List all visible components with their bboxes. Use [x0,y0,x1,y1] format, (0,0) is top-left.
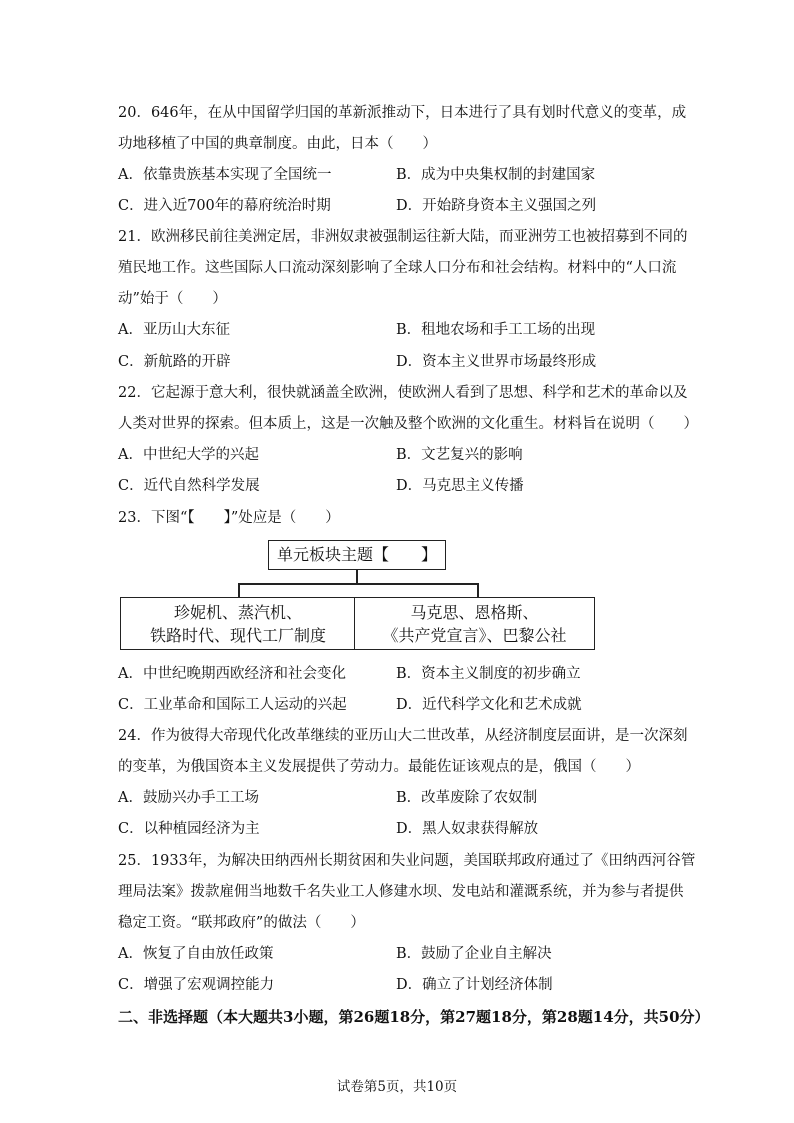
q25-option-d[interactable]: D．确立了计划经济体制 [396,977,553,993]
q21-stem-line1: 21．欧洲移民前往美洲定居，非洲奴隶被强制运往新大陆，而亚洲劳工也被招募到不同的 [118,229,688,245]
q21-option-b[interactable]: B．租地农场和手工工场的出现 [396,322,596,338]
q20-option-d[interactable]: D．开始跻身资本主义强国之列 [396,198,597,214]
diagram-left-box [120,597,356,650]
q22-stem-line2: 人类对世界的探索。但本质上，这是一次触及整个欧洲的文化重生。材料旨在说明（ ） [118,416,698,432]
q25-stem-line1: 25．1933年，为解决田纳西州长期贫困和失业问题，美国联邦政府通过了《田纳西河谷管 [118,853,696,869]
q23-stem-line1: 23．下图“【 】”处应是（ ） [118,510,340,526]
q24-option-d[interactable]: D．黑人奴隶获得解放 [396,821,539,837]
diagram-right-line1: 马克思、恩格斯、 [410,603,539,622]
q25-stem-line2: 理局法案》拨款雇佣当地数千名失业工人修建水坝、发电站和灌溉系统，并为参与者提供 [118,884,684,900]
q24-option-c[interactable]: C．以种植园经济为主 [118,821,260,837]
diagram-top-box: 单元板块主题【 】 [268,540,446,570]
q22-stem-line1: 22．它起源于意大利，很快就涵盖全欧洲，使欧洲人看到了思想、科学和艺术的革命以及 [118,385,688,401]
q24-option-b[interactable]: B．改革废除了农奴制 [396,790,538,806]
diagram-connector-right [477,583,479,597]
q21-stem-line3: 动”始于（ ） [118,291,227,307]
q20-stem-line1: 20．646年，在从中国留学归国的革新派推动下，日本进行了具有划时代意义的变革，成 [118,105,687,121]
q21-stem-line2: 殖民地工作。这些国际人口流动深刻影响了全球人口分布和社会结构。材料中的“人口流 [118,260,677,276]
q23-diagram [120,540,596,652]
q23-option-c[interactable]: C．工业革命和国际工人运动的兴起 [118,697,347,713]
page-footer: 试卷第5页，共10页 [336,1079,458,1095]
q25-option-b[interactable]: B．鼓励了企业自主解决 [396,946,552,962]
diagram-left-line2: 铁路时代、现代工厂制度 [149,626,326,645]
q23-option-a[interactable]: A．中世纪晚期西欧经济和社会变化 [118,666,346,682]
q24-stem-line1: 24．作为彼得大帝现代化改革继续的亚历山大二世改革，从经济制度层面讲，是一次深刻 [118,728,688,744]
diagram-right-line2: 《共产党宣言》、巴黎公社 [382,626,567,645]
q20-stem-line2: 功地移植了中国的典章制度。由此，日本（ ） [118,136,437,152]
q21-option-d[interactable]: D．资本主义世界市场最终形成 [396,354,597,370]
q21-option-c[interactable]: C．新航路的开辟 [118,354,231,370]
diagram-right-box [354,597,595,650]
diagram-connector-vertical [356,570,358,584]
q25-stem-line3: 稳定工资。“联邦政府”的做法（ ） [118,915,365,931]
q24-option-a[interactable]: A．鼓励兴办手工工场 [118,790,259,806]
section-title: 二、非选择题（本大题共3小题，第26题18分，第27题18分，第28题14分，共50分） [118,1008,710,1026]
diagram-connector-horizontal [238,583,478,585]
diagram-left-line1: 珍妮机、蒸汽机、 [173,603,302,622]
q25-option-a[interactable]: A．恢复了自由放任政策 [118,946,274,962]
q22-option-c[interactable]: C．近代自然科学发展 [118,478,260,494]
q25-option-c[interactable]: C．增强了宏观调控能力 [118,977,275,993]
q20-option-c[interactable]: C．进入近700年的幕府统治时期 [118,198,331,214]
q20-option-b[interactable]: B．成为中央集权制的封建国家 [396,167,596,183]
diagram-connector-left [238,583,240,597]
q22-option-d[interactable]: D．马克思主义传播 [396,478,524,494]
q23-option-d[interactable]: D．近代科学文化和艺术成就 [396,697,582,713]
q23-option-b[interactable]: B．资本主义制度的初步确立 [396,666,581,682]
q21-option-a[interactable]: A．亚历山大东征 [118,322,230,338]
q24-stem-line2: 的变革，为俄国资本主义发展提供了劳动力。最能佐证该观点的是，俄国（ ） [118,759,640,775]
q22-option-b[interactable]: B．文艺复兴的影响 [396,447,523,463]
q20-option-a[interactable]: A．依靠贵族基本实现了全国统一 [118,167,332,183]
q22-option-a[interactable]: A．中世纪大学的兴起 [118,447,259,463]
